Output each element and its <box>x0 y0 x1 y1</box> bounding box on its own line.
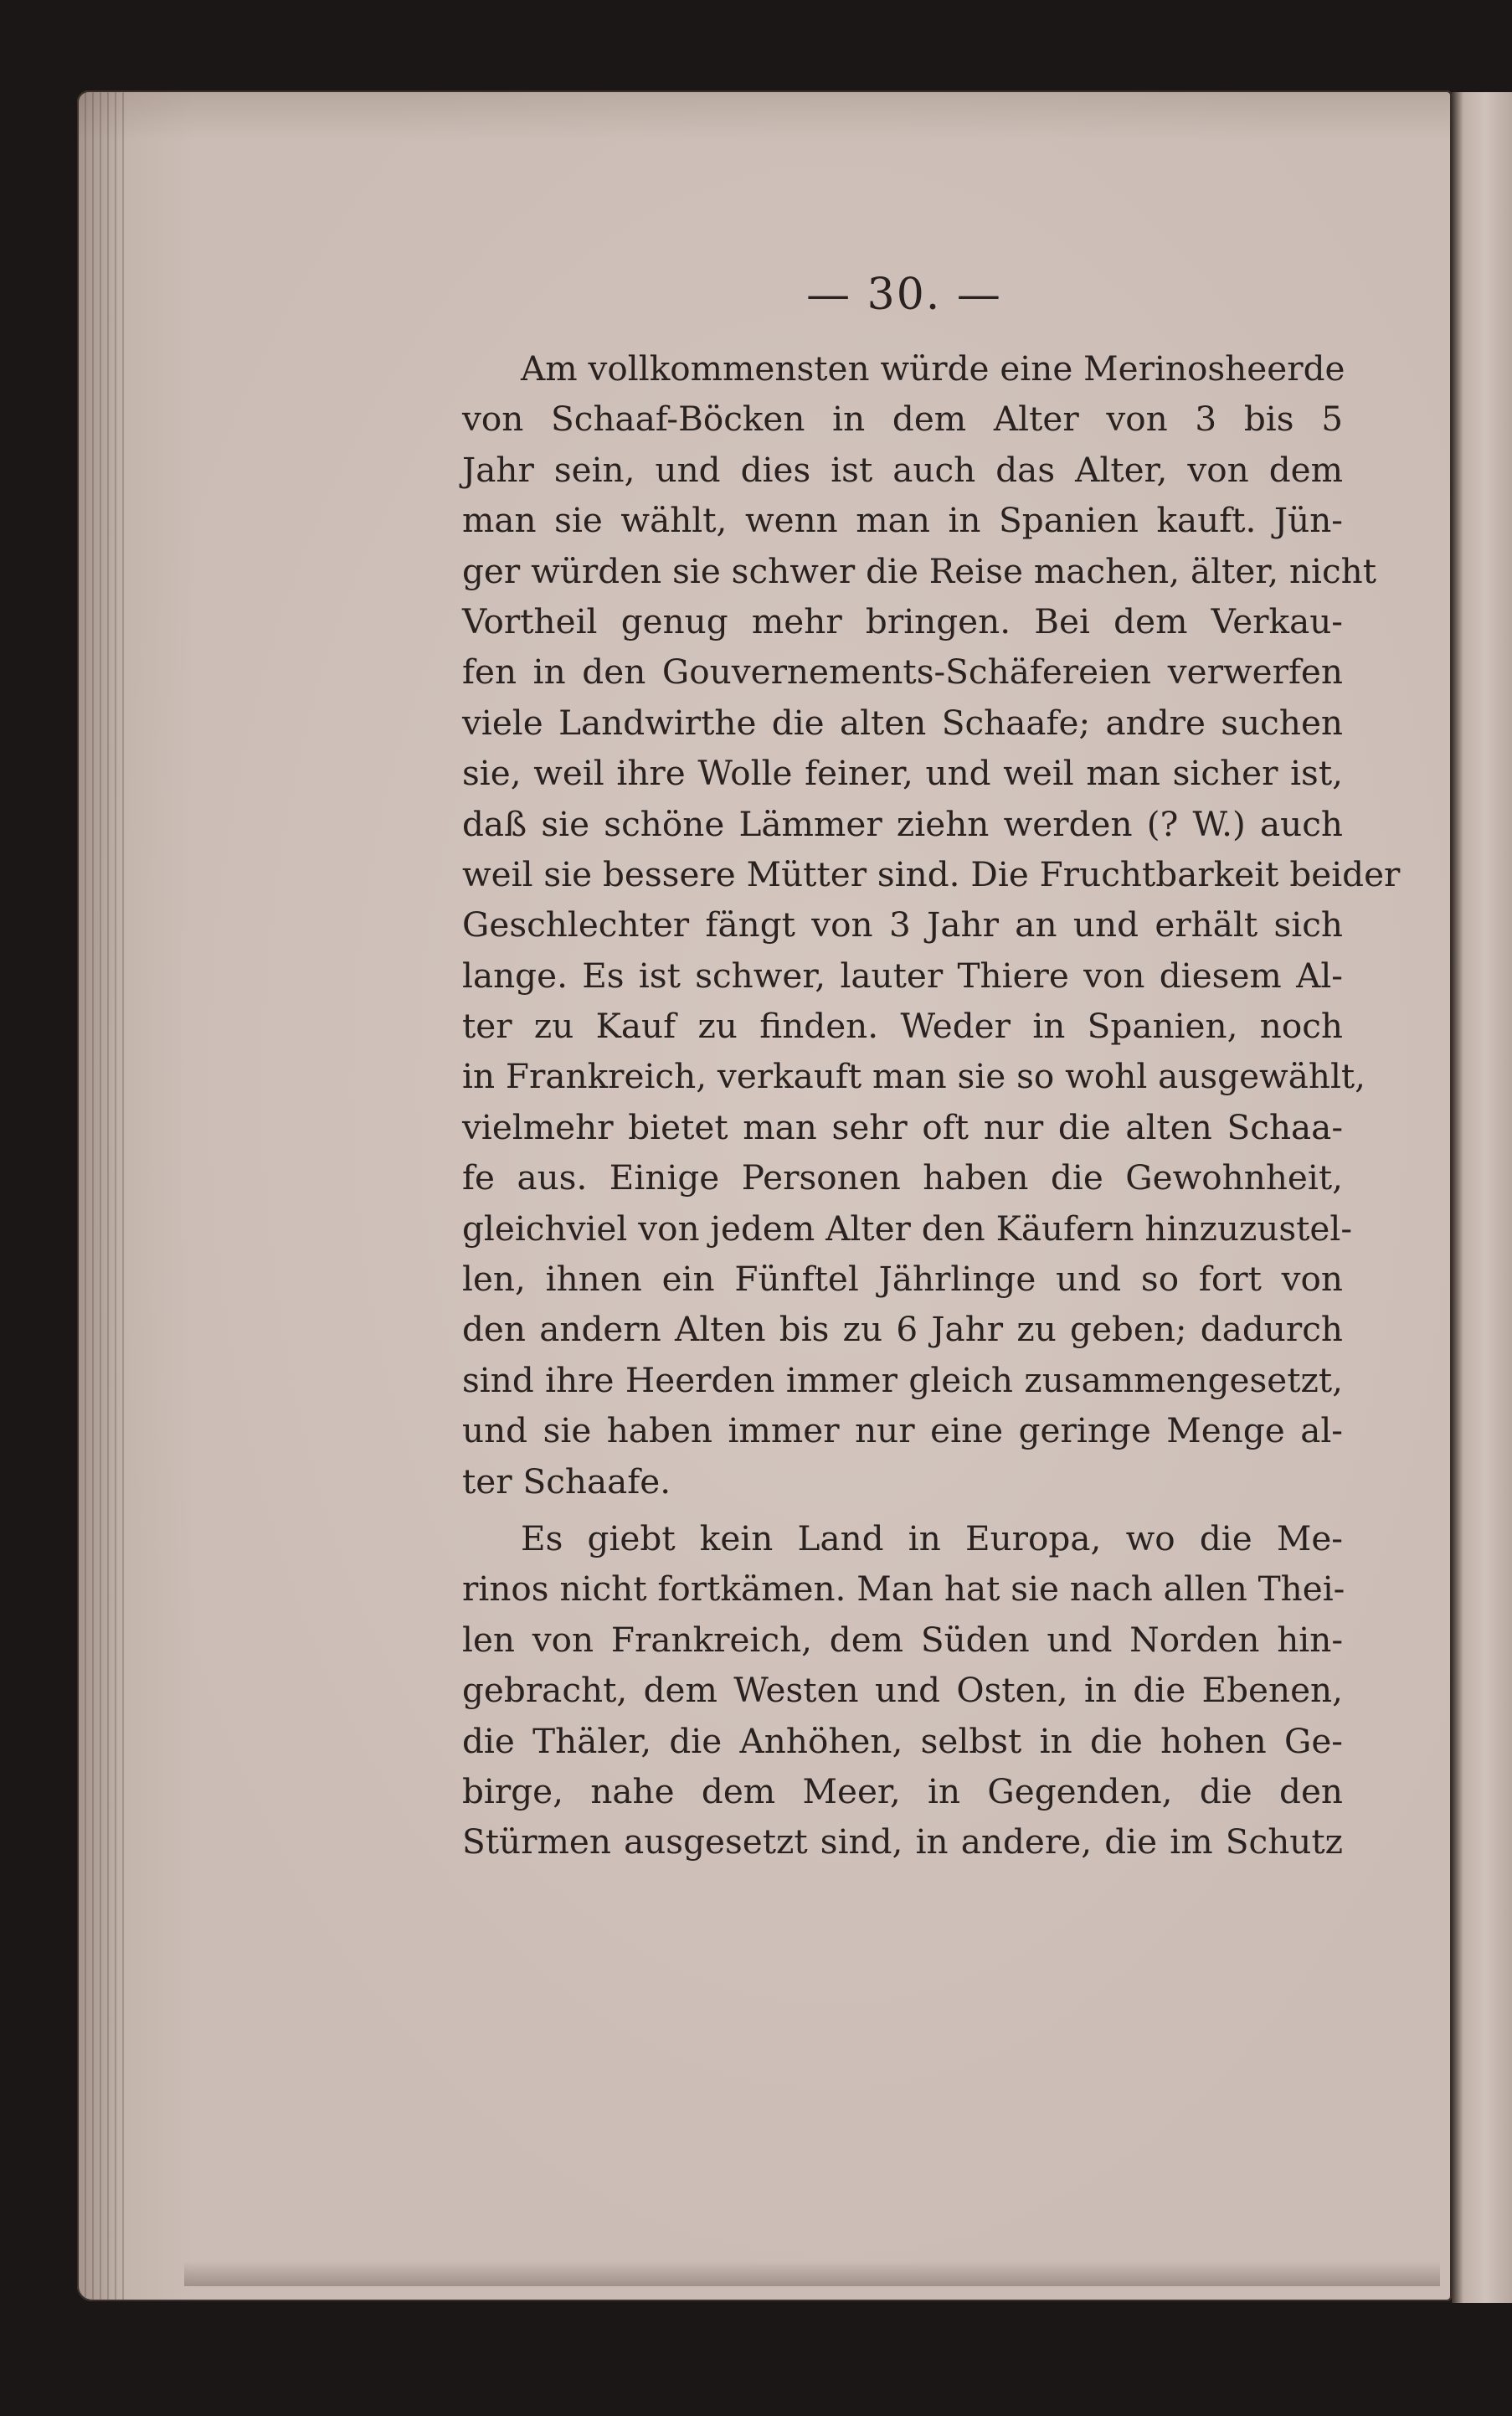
text-line: gebracht, dem Westen und Osten, in die Ebenen, <box>462 1670 1343 1711</box>
text-line: fe aus. Einige Personen haben die Gewohnheit, <box>462 1157 1343 1198</box>
text-line: den andern Alten bis zu 6 Jahr zu geben; dadurch <box>462 1309 1343 1350</box>
text-line: gleichviel von jedem Alter den Käufern hinzuzustel- <box>462 1208 1353 1249</box>
text-line: sie, weil ihre Wolle feiner, und weil man sicher ist, <box>462 753 1343 794</box>
text-line: Es giebt kein Land in Europa, wo die Me- <box>521 1517 1343 1558</box>
text-line: sind ihre Heerden immer gleich zusammengesetzt, <box>462 1359 1343 1400</box>
text-line: ter Schaafe. <box>462 1460 671 1502</box>
text-line: daß sie schöne Lämmer ziehn werden (? W.) auch <box>462 803 1343 844</box>
text-line: weil sie bessere Mütter sind. Die Fruchtbarkeit beider <box>462 853 1401 894</box>
page-number: — 30. — <box>806 270 1002 320</box>
text-line: len von Frankreich, dem Süden und Norden hin- <box>462 1619 1343 1660</box>
text-line: fen in den Gouvernements-Schäfereien verwerfen <box>462 652 1343 693</box>
text-line: viele Landwirthe die alten Schaafe; andre suchen <box>462 702 1343 743</box>
body-text <box>462 343 1401 1867</box>
text-line: lange. Es ist schwer, lauter Thiere von diesem Al- <box>462 955 1343 996</box>
paragraph-1 <box>462 343 1401 1507</box>
paragraph-2 <box>462 1513 1343 1867</box>
text-line: rinos nicht fortkämen. Man hat sie nach allen Thei- <box>462 1569 1345 1610</box>
text-line: birge, nahe dem Meer, in Gegenden, die den <box>462 1770 1343 1811</box>
text-line: ger würden sie schwer die Reise machen, älter, nicht <box>462 550 1377 591</box>
text-line: len, ihnen ein Fünftel Jährlinge und so fort von <box>462 1259 1343 1300</box>
text-line: die Thäler, die Anhöhen, selbst in die hohen Ge- <box>462 1720 1343 1761</box>
text-line: Jahr sein, und dies ist auch das Alter, von dem <box>462 449 1343 490</box>
text-line: von Schaaf-Böcken in dem Alter von 3 bis 5 <box>462 399 1343 440</box>
text-line: vielmehr bietet man sehr oft nur die alten Schaa- <box>462 1106 1343 1147</box>
text-line: Vortheil genug mehr bringen. Bei dem Verkau- <box>462 600 1343 641</box>
text-line: und sie haben immer nur eine geringe Menge al- <box>462 1410 1343 1451</box>
page-edge-left <box>77 90 127 2301</box>
text-line: Geschlechter fängt von 3 Jahr an und erhält sich <box>462 904 1343 945</box>
text-line: ter zu Kauf zu finden. Weder in Spanien, noch <box>462 1006 1343 1047</box>
text-line: Am vollkommensten würde eine Merinosheerde <box>521 348 1345 389</box>
page-edge-bottom <box>184 2261 1440 2286</box>
text-line: Stürmen ausgesetzt sind, in andere, die im Schutz <box>462 1821 1343 1862</box>
adjacent-page-edge <box>1452 92 1512 2303</box>
text-line: in Frankreich, verkauft man sie so wohl ausgewählt, <box>462 1056 1366 1097</box>
text-line: man sie wählt, wenn man in Spanien kauft. Jün- <box>462 500 1343 541</box>
